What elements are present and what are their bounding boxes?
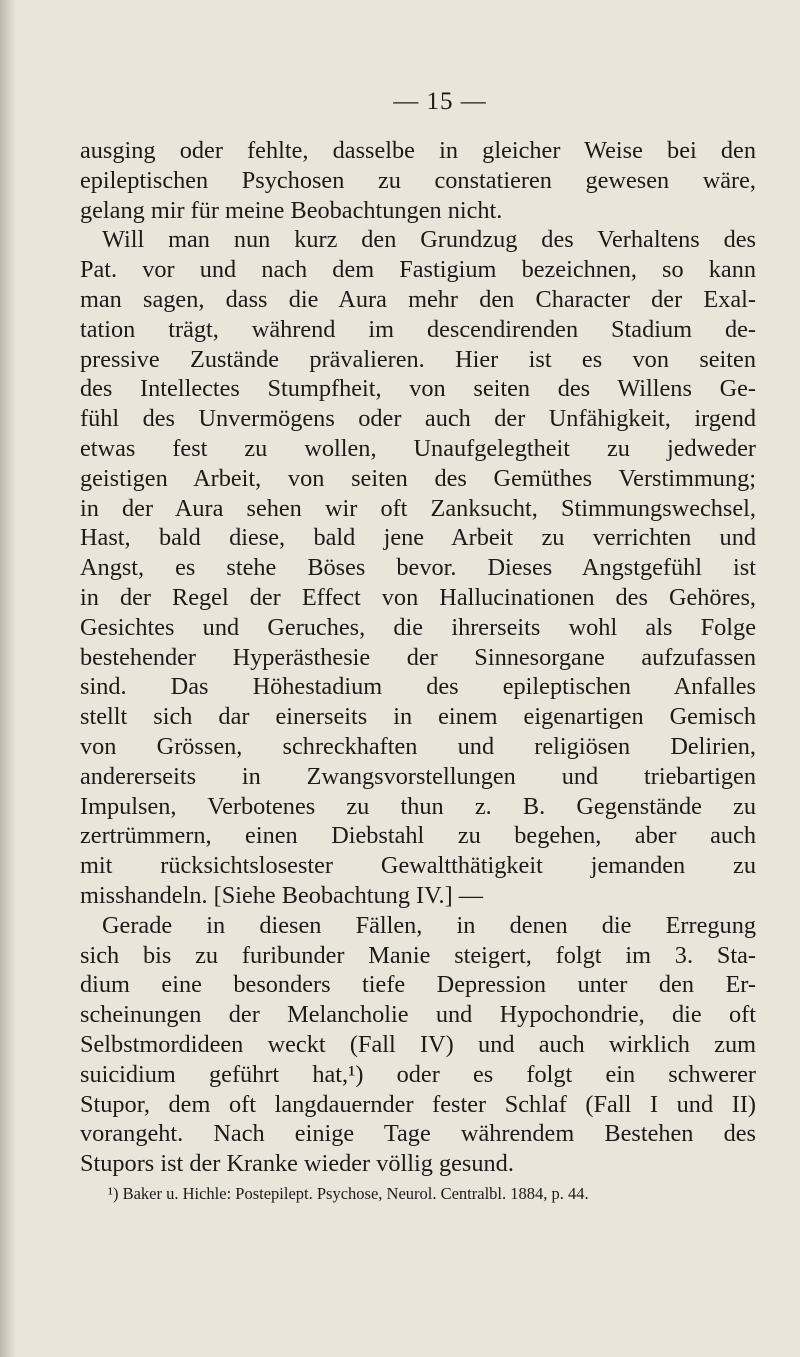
text-line: stellt sich dar einerseits in einem eigenartigen Gemisch (80, 703, 756, 731)
text-line: fühl des Unvermögens oder auch der Unfähigkeit, irgend (80, 405, 756, 433)
text-line: ausging oder fehlte, dasselbe in gleicher Weise bei den (80, 137, 756, 164)
footnote: ¹) Baker u. Hichle: Postepilept. Psychose, Neurol. Centralbl. 1884, p. 44. (108, 1183, 589, 1203)
text-line: geistigen Arbeit, von seiten des Gemüthes Verstimmung; (80, 464, 756, 492)
text-line: misshandeln. [Siehe Beobachtung IV.] — (80, 881, 484, 909)
text-line: Gesichtes und Geruches, die ihrerseits wohl als Folge (80, 613, 756, 641)
text-line: bestehender Hyperästhesie der Sinnesorgane aufzufassen (80, 643, 756, 671)
paragraph-1 (80, 136, 780, 225)
text-line: epileptischen Psychosen zu constatieren gewesen wäre, (80, 166, 756, 194)
body-text (80, 136, 780, 1179)
text-line: Angst, es stehe Böses bevor. Dieses Angstgefühl ist (80, 554, 756, 582)
page-number: — 15 — (393, 88, 487, 115)
page-binding-shadow (0, 0, 16, 1357)
text-line: sich bis zu furibunder Manie steigert, folgt im 3. Sta- (80, 941, 756, 969)
text-line: vorangeht. Nach einige Tage währendem Bestehen des (80, 1120, 756, 1148)
text-line: Hast, bald diese, bald jene Arbeit zu verrichten und (80, 524, 756, 552)
text-line: des Intellectes Stumpfheit, von seiten des Willens Ge- (80, 375, 756, 403)
text-line: Stupors ist der Kranke wieder völlig gesund. (80, 1150, 514, 1178)
text-line: Pat. vor und nach dem Fastigium bezeichnen, so kann (80, 256, 756, 284)
paragraph-3 (80, 911, 780, 1179)
text-line: tation trägt, während im descendirenden Stadium de- (80, 315, 756, 343)
text-line: zertrümmern, einen Diebstahl zu begehen, aber auch (80, 822, 756, 850)
text-line: in der Aura sehen wir oft Zanksucht, Stimmungswechsel, (80, 494, 756, 522)
text-line: suicidium geführt hat,¹) oder es folgt ein schwerer (80, 1060, 756, 1088)
text-line: in der Regel der Effect von Hallucinationen des Gehöres, (80, 583, 756, 611)
text-line: gelang mir für meine Beobachtungen nicht. (80, 196, 503, 224)
text-line: sind. Das Höhestadium des epileptischen Anfalles (80, 673, 756, 701)
text-line: Impulsen, Verbotenes zu thun z. B. Gegenstände zu (80, 792, 756, 820)
text-line: Will man nun kurz den Grundzug des Verhaltens des (102, 226, 756, 254)
text-line: scheinungen der Melancholie und Hypochondrie, die oft (80, 1001, 756, 1029)
paragraph-2 (80, 225, 780, 910)
text-line: von Grössen, schreckhaften und religiösen Delirien, (80, 732, 756, 760)
book-page (80, 88, 780, 1205)
text-line: pressive Zustände prävalieren. Hier ist es von seiten (80, 345, 756, 373)
text-line: man sagen, dass die Aura mehr den Character der Exal- (80, 285, 756, 313)
text-line: dium eine besonders tiefe Depression unter den Er- (80, 971, 756, 999)
text-line: etwas fest zu wollen, Unaufgelegtheit zu jedweder (80, 434, 756, 462)
text-line: Gerade in diesen Fällen, in denen die Erregung (102, 911, 756, 939)
text-line: andererseits in Zwangsvorstellungen und triebartigen (80, 762, 756, 790)
text-line: mit rücksichtslosester Gewaltthätigkeit jemanden zu (80, 852, 756, 880)
text-line: Stupor, dem oft langdauernder fester Schlaf (Fall I und II) (80, 1090, 756, 1118)
text-line: Selbstmordideen weckt (Fall IV) und auch wirklich zum (80, 1030, 756, 1058)
